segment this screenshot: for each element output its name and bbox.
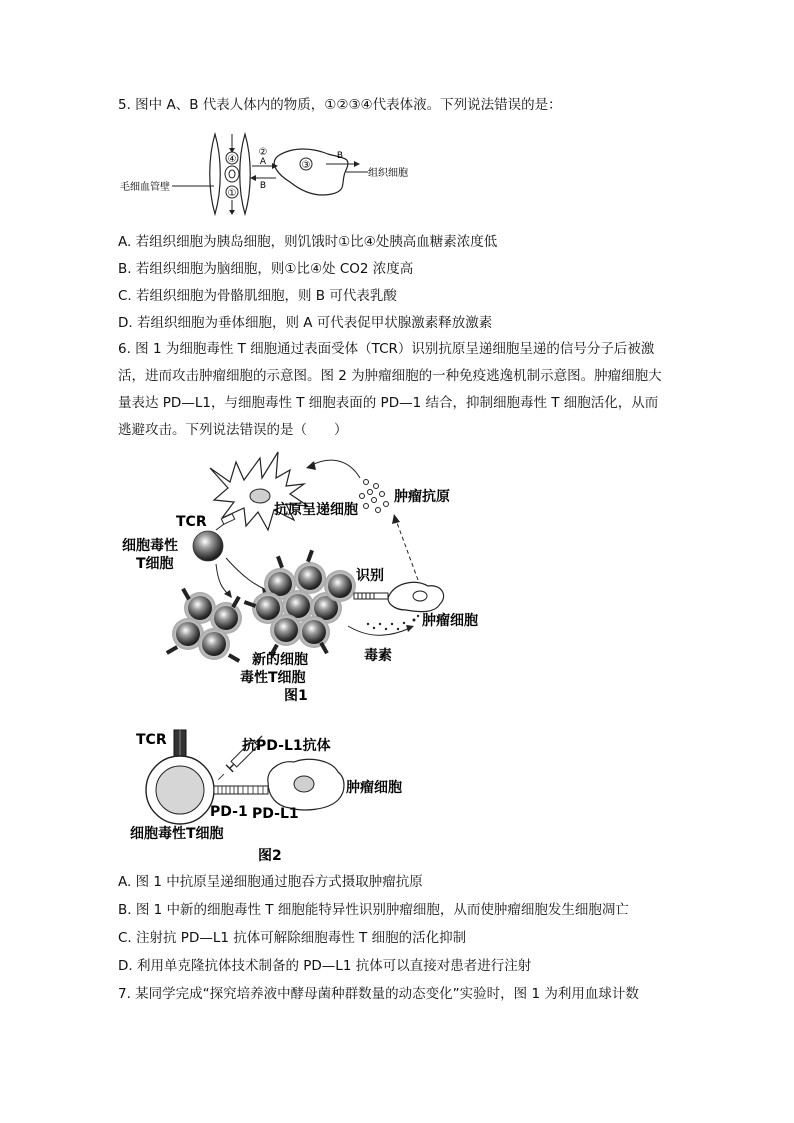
label-b-left: B <box>259 181 267 191</box>
capillary-wall-left <box>210 134 221 214</box>
circle-4-label: ④ <box>227 154 237 165</box>
q6-stem-line-4: 逃避攻击。下列说法错误的是（ ） <box>118 422 348 438</box>
q6-option-b: B. 图 1 中新的细胞毒性 T 细胞能特异性识别肿瘤细胞，从而使肿瘤细胞发生细胞凋亡 <box>118 902 629 918</box>
capillary-label: 毛细血管壁 <box>120 182 170 193</box>
figure-2 <box>118 720 438 868</box>
tumor-cell-label: 肿瘤细胞 <box>422 613 478 629</box>
tumor-antigen-dots <box>360 480 389 513</box>
capillary-wall-right <box>240 134 251 214</box>
q6-option-a: A. 图 1 中抗原呈递细胞通过胞吞方式摄取肿瘤抗原 <box>118 874 423 890</box>
q6-stem-line-2: 活，进而攻击肿瘤细胞的示意图。图 2 为肿瘤细胞的一种免疫逃逸机制示意图。肿瘤细胞大 <box>118 368 662 384</box>
figure-1 <box>118 448 538 708</box>
recognize-label: 识别 <box>356 568 384 584</box>
q5-diagram <box>118 128 438 220</box>
q5-option-b: B. 若组织细胞为脑细胞，则①比④处 CO2 浓度高 <box>118 261 414 277</box>
fig2-tcr-label: TCR <box>136 732 167 748</box>
pd1-label: PD-1 <box>210 804 248 820</box>
ctl-label-line1: 细胞毒性 <box>122 538 178 554</box>
circle-2-label: ② <box>258 147 268 158</box>
circle-1-label: ① <box>227 188 237 199</box>
q6-stem-line-3: 量表达 PD—L1，与细胞毒性 T 细胞表面的 PD—1 结合，抑制细胞毒性 T 细胞活化，从而 <box>118 395 659 411</box>
tumor-antigen-label: 肿瘤抗原 <box>394 489 450 505</box>
q6-option-d: D. 利用单克隆抗体技术制备的 PD—L1 抗体可以直接对患者进行注射 <box>118 958 532 974</box>
ctl-label-line2: T细胞 <box>136 556 174 572</box>
fig2-tumor-cell-label: 肿瘤细胞 <box>346 780 402 796</box>
right-t-cell-cluster <box>244 550 356 657</box>
cytotoxic-t-cell <box>193 531 223 561</box>
tcr-label: TCR <box>176 514 207 530</box>
q6-option-c: C. 注射抗 PD—L1 抗体可解除细胞毒性 T 细胞的活化抑制 <box>118 930 467 946</box>
q5-option-c: C. 若组织细胞为骨骼肌细胞，则 B 可代表乳酸 <box>118 288 397 304</box>
pdl1-label: PD-L1 <box>252 806 299 822</box>
antibody-label: 抗PD-L1抗体 <box>242 738 331 754</box>
q5-option-a: A. 若组织细胞为胰岛细胞，则饥饿时①比④处胰高血糖素浓度低 <box>118 234 498 250</box>
left-t-cell-cluster <box>166 588 242 663</box>
q7-stem: 7. 某同学完成“探究培养液中酵母菌种群数量的动态变化”实验时，图 1 为利用血球计数 <box>118 986 639 1002</box>
figure-1-caption: 图1 <box>284 688 308 704</box>
q5-stem: 5. 图中 A、B 代表人体内的物质，①②③④代表体液。下列说法错误的是： <box>118 97 562 113</box>
circle-3-label: ③ <box>301 160 311 171</box>
apc-label: 抗原呈递细胞 <box>274 502 358 518</box>
q6-stem-line-1: 6. 图 1 为细胞毒性 T 细胞通过表面受体（TCR）识别抗原呈递细胞呈递的信号分子后被激 <box>118 341 655 357</box>
new-ctl-label-line2: 毒性T细胞 <box>240 670 306 686</box>
fig2-ctl-label: 细胞毒性T细胞 <box>130 826 224 842</box>
toxin-label: 毒素 <box>364 648 392 664</box>
q5-option-d: D. 若组织细胞为垂体细胞，则 A 可代表促甲状腺激素释放激素 <box>118 315 493 331</box>
tissue-label: 组织细胞 <box>368 168 408 179</box>
label-b-right: B <box>336 151 344 161</box>
new-ctl-label-line1: 新的细胞 <box>252 652 308 668</box>
label-a: A <box>259 157 267 167</box>
figure-2-caption: 图2 <box>258 848 282 864</box>
